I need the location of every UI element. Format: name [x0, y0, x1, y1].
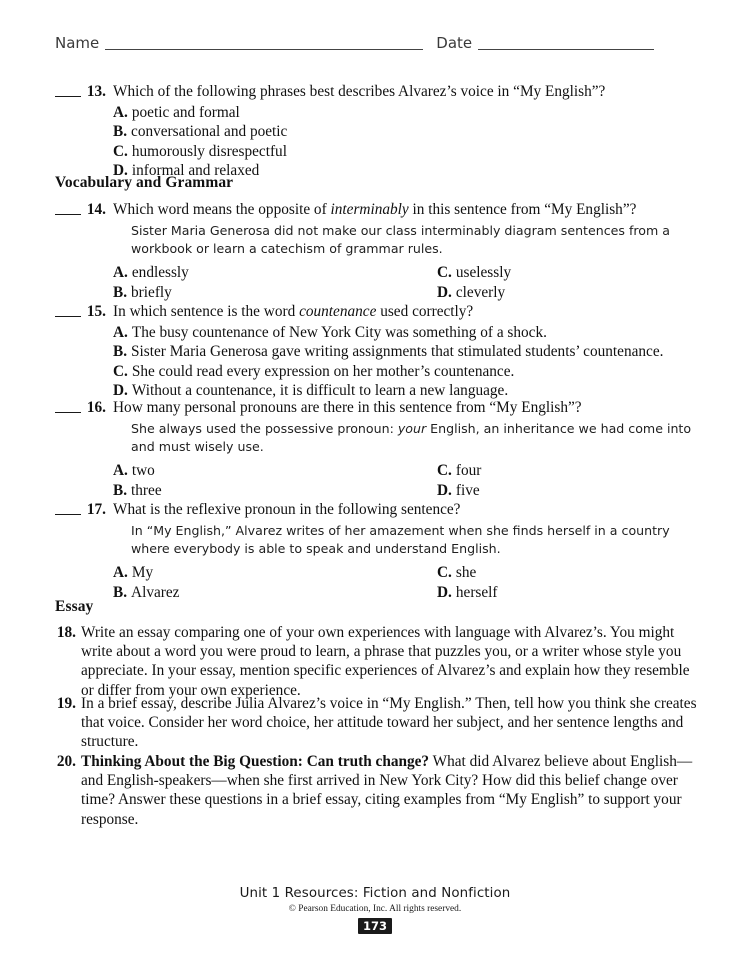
question-16-choices: [0, 461, 750, 499]
section-heading-essay: Essay: [55, 598, 94, 615]
choice-b[interactable]: [113, 122, 710, 141]
choice-d[interactable]: [437, 481, 480, 500]
choice-c-text: four: [455, 462, 482, 480]
question-16-passage-after: English, an inheritance we had come into and must wisely use.: [131, 421, 692, 454]
choice-a-text: two: [131, 462, 155, 480]
question-17-choices: [0, 563, 750, 601]
question-18: [0, 623, 750, 700]
choice-a-text: poetic and formal: [131, 104, 240, 122]
choice-row: [113, 122, 710, 141]
choice-a-letter: A.: [113, 104, 128, 122]
question-18-number: 18.: [56, 624, 76, 641]
question-13-stem-text: Which of the following phrases best describes Alvarez’s voice in “My English”?: [113, 83, 606, 100]
question-16-stem-row: [0, 398, 750, 417]
question-20: [0, 752, 750, 829]
choice-b-letter: B.: [113, 481, 128, 499]
question-14-answer-blank[interactable]: [55, 213, 81, 215]
choice-a[interactable]: [113, 263, 437, 282]
footer-copyright: © Pearson Education, Inc. All rights reserved.: [288, 904, 462, 914]
section-heading-vocabulary-and-grammar: Vocabulary and Grammar: [55, 174, 234, 191]
choice-row: [113, 342, 710, 361]
question-17-stem-row: [0, 500, 750, 519]
choice-c-text: She could read every expression on her mother’s countenance.: [131, 362, 515, 380]
choice-a-text: The busy countenance of New York City was something of a shock.: [131, 324, 547, 342]
choice-d-letter: D.: [113, 161, 128, 179]
question-15-choices: [0, 323, 750, 400]
question-15-number: 15.: [86, 303, 106, 320]
name-label: Name: [55, 34, 100, 52]
question-15: [0, 302, 750, 400]
footer-title: Unit 1 Resources: Fiction and Nonfiction: [239, 886, 511, 901]
choice-b[interactable]: [113, 342, 710, 361]
choice-d-text: cleverly: [455, 283, 506, 301]
question-16-stem-text: How many personal pronouns are there in this sentence from “My English”?: [113, 399, 582, 416]
choice-row: [113, 263, 710, 282]
choice-d-letter: D.: [437, 583, 452, 601]
choice-row: [113, 362, 710, 381]
choice-a-text: endlessly: [131, 264, 189, 282]
date-input-line[interactable]: [478, 35, 654, 50]
question-14-stem-italic: interminably: [330, 201, 409, 218]
question-19-number: 19.: [56, 695, 76, 712]
choice-c-letter: C.: [437, 264, 452, 282]
choice-b[interactable]: [113, 583, 437, 602]
choice-c[interactable]: [437, 461, 481, 480]
choice-d-text: informal and relaxed: [131, 161, 260, 179]
choice-c-letter: C.: [437, 564, 452, 582]
question-19: [0, 694, 750, 752]
choice-b-letter: B.: [113, 343, 128, 361]
choice-d-letter: D.: [437, 283, 452, 301]
choice-a-letter: A.: [113, 462, 128, 480]
choice-c[interactable]: [113, 142, 710, 161]
choice-c-text: she: [455, 564, 477, 582]
question-18-text: Write an essay comparing one of your own experiences with language with Alvarez’s. You might write about a word you were proud to learn, a phrase that puzzles you, or a writer whose style you appreciate. In your essay, mention specific experiences of Alvarez’s and explain how they resemble or differ from your own experience.: [81, 624, 690, 699]
question-14-passage: Sister Maria Generosa did not make our class interminably diagram sentences from a workbook or learn a catechism of grammar rules.: [131, 223, 670, 256]
question-15-stem-before: In which sentence is the word: [113, 303, 300, 320]
choice-b-letter: B.: [113, 583, 128, 601]
choice-c-letter: C.: [113, 362, 128, 380]
question-20-text: What did Alvarez believe about English—and English-speakers—when she first arrived in New York City? How did this belief change over time? Answer these questions in a brief essay, citing examples from “My English” to support your response.: [81, 753, 693, 828]
question-15-stem-after: used correctly?: [376, 303, 474, 320]
choice-a-letter: A.: [113, 264, 128, 282]
question-14-stem-before: Which word means the opposite of: [113, 201, 331, 218]
question-20-bold-lead: Thinking About the Big Question: Can truth change?: [81, 753, 430, 770]
question-13: [0, 82, 750, 180]
choice-row: [113, 461, 710, 480]
question-14-choices: [0, 263, 750, 301]
choice-b-text: Sister Maria Generosa gave writing assignments that stimulated students’ countenance.: [131, 343, 664, 361]
question-18-row: [0, 623, 750, 700]
choice-b-letter: B.: [113, 123, 128, 141]
choice-row: [113, 142, 710, 161]
choice-a-text: My: [131, 564, 154, 582]
question-19-text: In a brief essay, describe Julia Alvarez’s voice in “My English.” Then, tell how you think she creates that voice. Consider her word choice, her attitude toward her subject, and her sentence lengths and structure.: [81, 695, 697, 751]
choice-row: [113, 283, 710, 302]
question-16-passage-italic: your: [397, 421, 427, 437]
question-13-stem-row: [0, 82, 750, 101]
choice-c[interactable]: [437, 563, 476, 582]
question-14-number: 14.: [86, 201, 106, 218]
question-14-stem-row: [0, 200, 750, 219]
question-16-number: 16.: [86, 399, 106, 416]
choice-a-letter: A.: [113, 324, 128, 342]
question-17-answer-blank[interactable]: [55, 513, 81, 515]
question-13-number: 13.: [86, 83, 106, 100]
choice-d[interactable]: [437, 283, 505, 302]
question-17-stem-text: What is the reflexive pronoun in the following sentence?: [113, 501, 461, 518]
choice-a[interactable]: [113, 563, 437, 582]
page-number-badge: 173: [358, 918, 392, 934]
choice-c-letter: C.: [113, 142, 128, 160]
choice-d-text: five: [455, 481, 480, 499]
choice-b[interactable]: [113, 283, 437, 302]
question-16-passage: [0, 420, 750, 455]
choice-a[interactable]: [113, 103, 710, 122]
question-16-answer-blank[interactable]: [55, 411, 81, 413]
name-input-line[interactable]: [105, 35, 423, 50]
question-13-choices: [0, 103, 750, 180]
choice-c-text: uselessly: [455, 264, 512, 282]
choice-c[interactable]: [113, 362, 710, 381]
choice-c[interactable]: [437, 263, 511, 282]
question-15-answer-blank[interactable]: [55, 315, 81, 317]
choice-row: [113, 563, 710, 582]
question-17-passage: In “My English,” Alvarez writes of her amazement when she finds herself in a country where everybody is able to speak and understand English.: [131, 523, 670, 556]
choice-b-letter: B.: [113, 283, 128, 301]
question-15-stem-italic: countenance: [299, 303, 377, 320]
question-15-stem-row: [0, 302, 750, 321]
question-16-passage-before: She always used the possessive pronoun:: [131, 421, 398, 437]
choice-c-text: humorously disrespectful: [131, 142, 287, 160]
choice-d-letter: D.: [437, 481, 452, 499]
choice-d[interactable]: [437, 583, 498, 602]
choice-b-text: Alvarez: [131, 583, 180, 601]
question-14: [0, 200, 750, 302]
choice-b-text: briefly: [131, 283, 172, 301]
choice-a-letter: A.: [113, 564, 128, 582]
question-13-answer-blank[interactable]: [55, 95, 81, 97]
choice-d-letter: D.: [113, 381, 128, 399]
choice-row: [113, 323, 710, 342]
date-label: Date: [436, 34, 473, 52]
choice-row: [113, 583, 710, 602]
question-17: [0, 500, 750, 602]
name-date-header: [55, 26, 695, 52]
choice-b-text: three: [131, 481, 162, 499]
choice-d-text: herself: [455, 583, 498, 601]
question-17-number: 17.: [86, 501, 106, 518]
question-16: [0, 398, 750, 500]
choice-c-letter: C.: [437, 462, 452, 480]
page-footer: [0, 886, 750, 935]
choice-d-text: Without a countenance, it is difficult to learn a new language.: [131, 381, 509, 399]
question-19-row: [0, 694, 750, 752]
question-20-row: [0, 752, 750, 829]
choice-a[interactable]: [113, 461, 437, 480]
question-14-stem-after: in this sentence from “My English”?: [408, 201, 637, 218]
choice-b-text: conversational and poetic: [131, 123, 288, 141]
choice-a[interactable]: [113, 323, 710, 342]
choice-row: [113, 481, 710, 500]
choice-row: [113, 103, 710, 122]
question-20-number: 20.: [56, 753, 76, 770]
choice-b[interactable]: [113, 481, 437, 500]
